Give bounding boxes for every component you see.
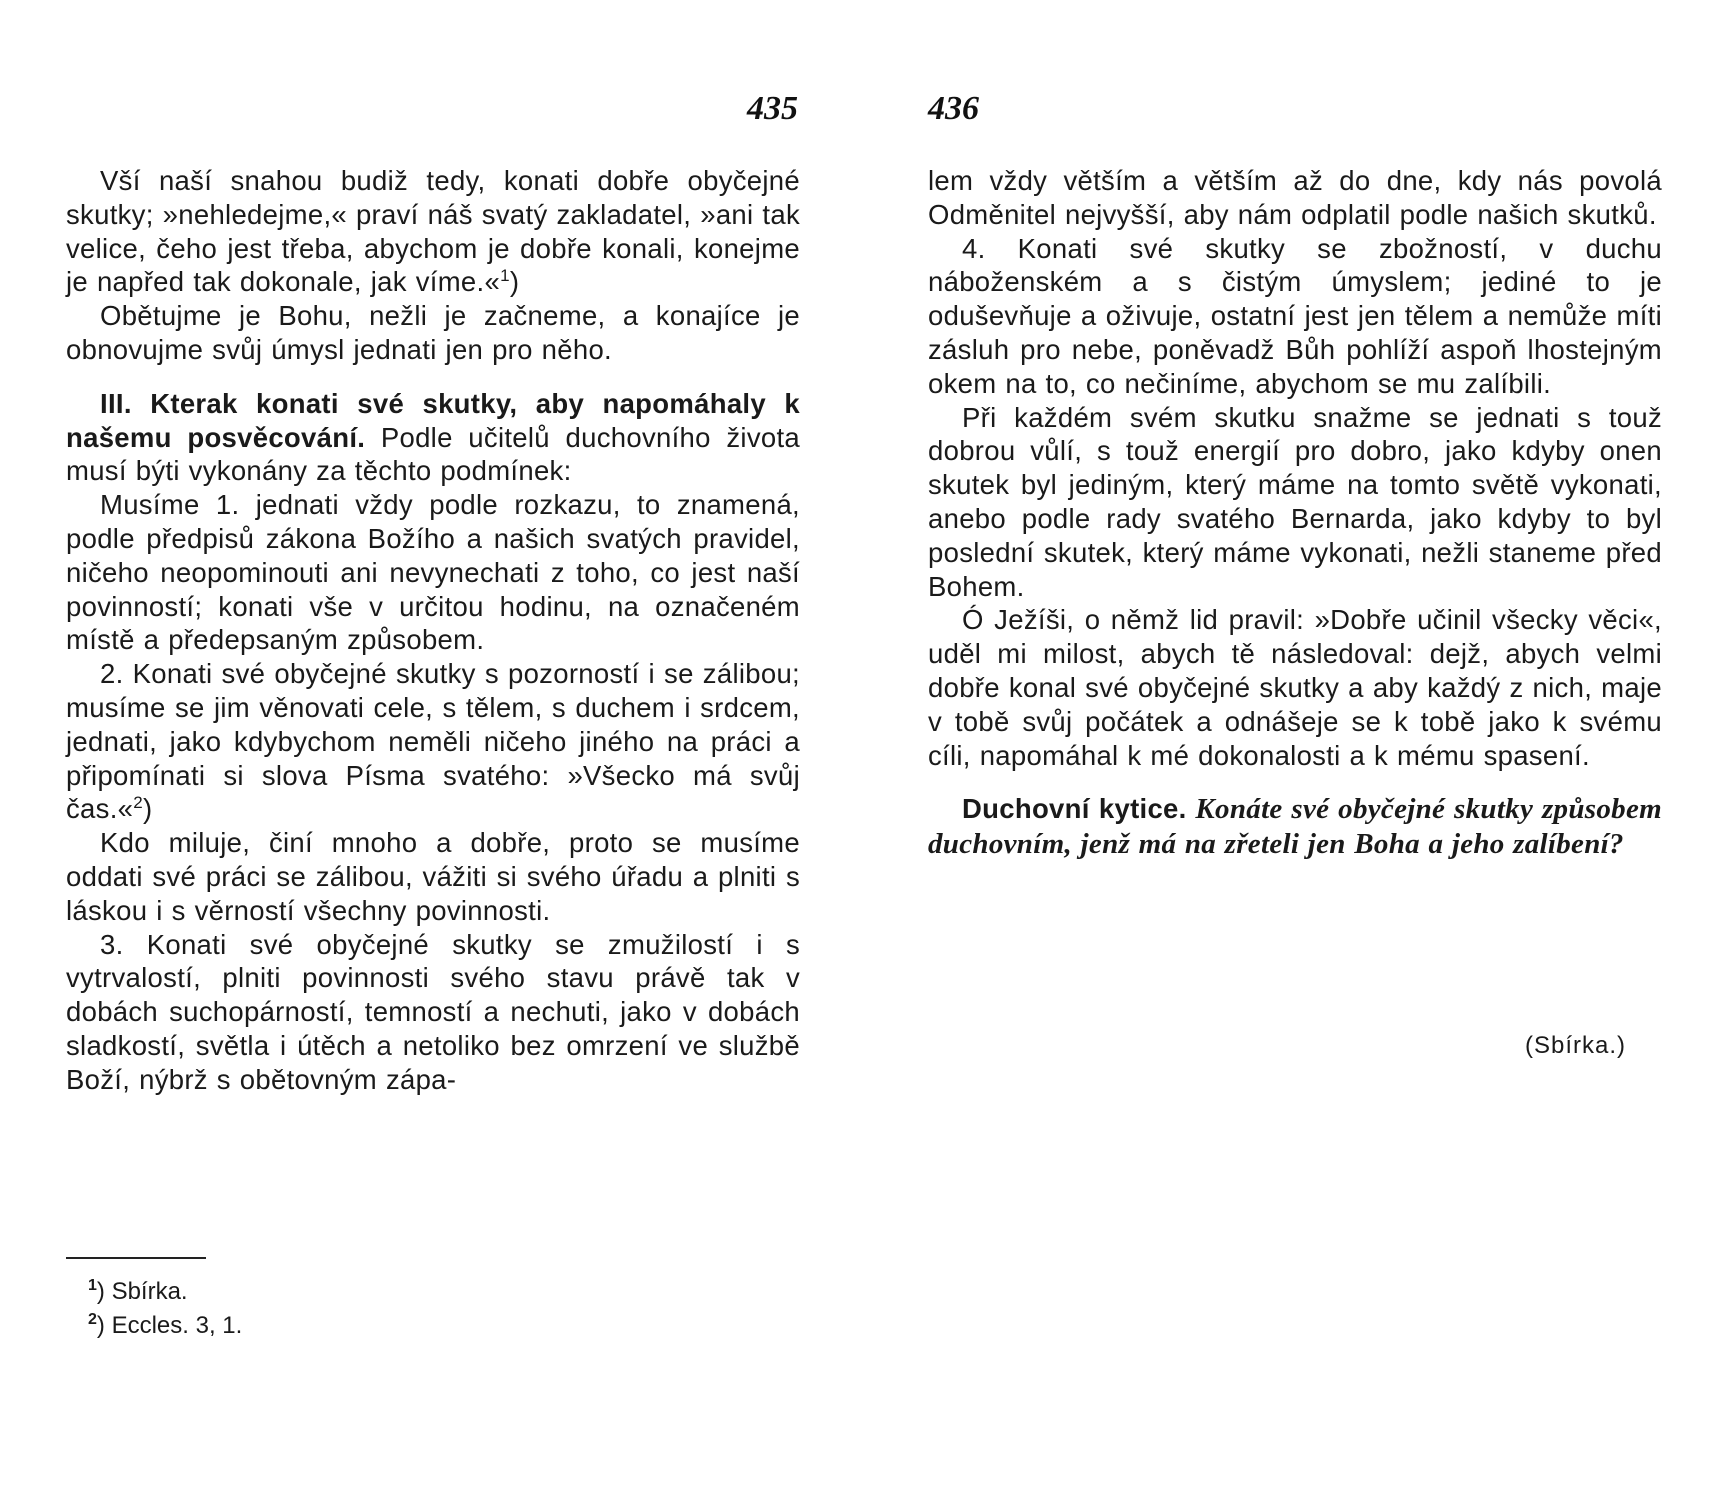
paragraph	[66, 164, 800, 299]
paragraph: Ó Ježíši, o němž lid pravil: »Dobře učinil všecky věci«, uděl mi milost, abych tě následoval: dejž, abych velmi dobře konal své obyčejné skutky a aby každý z nich, maje v tobě svůj počátek a odnášeje se k tobě jako k svému cíli, napomáhal k mé dokonalosti a k mému spasení.	[928, 604, 1662, 771]
footnote-reference: 1	[500, 266, 510, 286]
footnotes	[88, 1275, 242, 1343]
paragraph-text: )	[143, 793, 153, 825]
section-paragraph	[66, 387, 800, 488]
paragraph: Musíme 1. jednati vždy podle rozkazu, to znamená, podle předpisů zákona Božího a našich svatých pravidel, ničeho neopominouti ani nevynechati z toho, co jest naší povinností; konati vše v určitou hodinu, na označeném místě a předepsaným způsobem.	[66, 489, 800, 656]
footnote-reference: 2	[133, 793, 143, 813]
source-note: (Sbírka.)	[1524, 1032, 1626, 1059]
paragraph: 4. Konati své skutky se zbožností, v duchu náboženském a s čistým úmyslem; jediné to je oduševňuje a oživuje, ostatní jest jen tělem a nemůže míti zásluh pro nebe, poněvadž Bůh pohlíží aspoň lhostejným okem na to, co nečiníme, abychom se mu zalíbili.	[928, 232, 1662, 399]
footnote-mark: 2	[88, 1311, 97, 1328]
paragraph-text: 2. Konati své obyčejné skutky s pozorností i se zálibou; musíme se jim věnovati cele, s tělem, s duchem i srdcem, jednati, jako kdybychom neměli ničeho jiného na práci a připomínati si slova Písma svatého: »Všecko má svůj čas.«	[66, 658, 800, 825]
paragraph: Obětujme je Bohu, nežli je začneme, a konajíce je obnovujme svůj úmysl jednati jen pro něho.	[66, 300, 800, 365]
footnote	[88, 1309, 242, 1343]
footnote-divider	[66, 1257, 206, 1259]
bouquet-label: Duchovní kytice.	[962, 793, 1187, 825]
paragraph-text: Podle učitelů duchovního života musí býti vykonány za těchto podmínek:	[66, 421, 800, 487]
bouquet-text: Konáte své obyčejné skutky způsobem duchovním, jenž má na zřeteli jen Boha a jeho zalíbení?	[928, 793, 1662, 861]
page-number-left: 435	[747, 90, 798, 127]
footnote-text: ) Eccles. 3, 1.	[96, 1312, 243, 1339]
paragraph-text: Vší naší snahou budiž tedy, konati dobře obyčejné skutky; »nehledejme,« praví náš svatý zakladatel, »ani tak velice, čeho jest třeba, abychom je dobře konali, konejme je napřed tak dokonale, jak víme.«	[66, 165, 800, 298]
paragraph-text: )	[509, 266, 520, 298]
paragraph: Při každém svém skutku snažme se jednati s touž dobrou vůlí, s touž energií pro dobro, jako kdyby onen skutek byl jediným, který máme na tomto světě vykonati, anebo podle rady svatého Bernarda, jako kdyby to byl poslední skutek, který máme vykonati, nežli staneme před Bohem.	[928, 401, 1662, 602]
footnote-text: ) Sbírka.	[96, 1278, 188, 1305]
paragraph: lem vždy větším a větším až do dne, kdy nás povolá Odměnitel nejvyšší, aby nám odplatil podle našich skutků.	[928, 165, 1662, 230]
page-number-right: 436	[928, 90, 979, 127]
paragraph	[66, 657, 800, 826]
footnote	[88, 1275, 242, 1309]
paragraph: 3. Konati své obyčejné skutky se zmužilostí i s vytrvalostí, plniti povinnosti svého stavu právě tak v dobách suchopárností, temností a nechuti, jako v dobách sladkostí, světla i útěch a netoliko bez omrzení ve službě Boží, nýbrž s obětovným zápa-	[66, 928, 800, 1095]
right-text-column	[928, 164, 1662, 862]
footnote-mark: 1	[88, 1277, 97, 1294]
paragraph: Kdo miluje, činí mnoho a dobře, proto se musíme oddati své práci se zálibou, vážiti si svého úřadu a plniti s láskou i s věrností všechny povinnosti.	[66, 827, 800, 926]
right-page	[858, 0, 1716, 1500]
left-text-column	[66, 164, 800, 1097]
spiritual-bouquet	[928, 792, 1662, 862]
section-heading: III. Kterak konati své skutky, aby napomáhaly k našemu posvěcování.	[66, 387, 800, 453]
